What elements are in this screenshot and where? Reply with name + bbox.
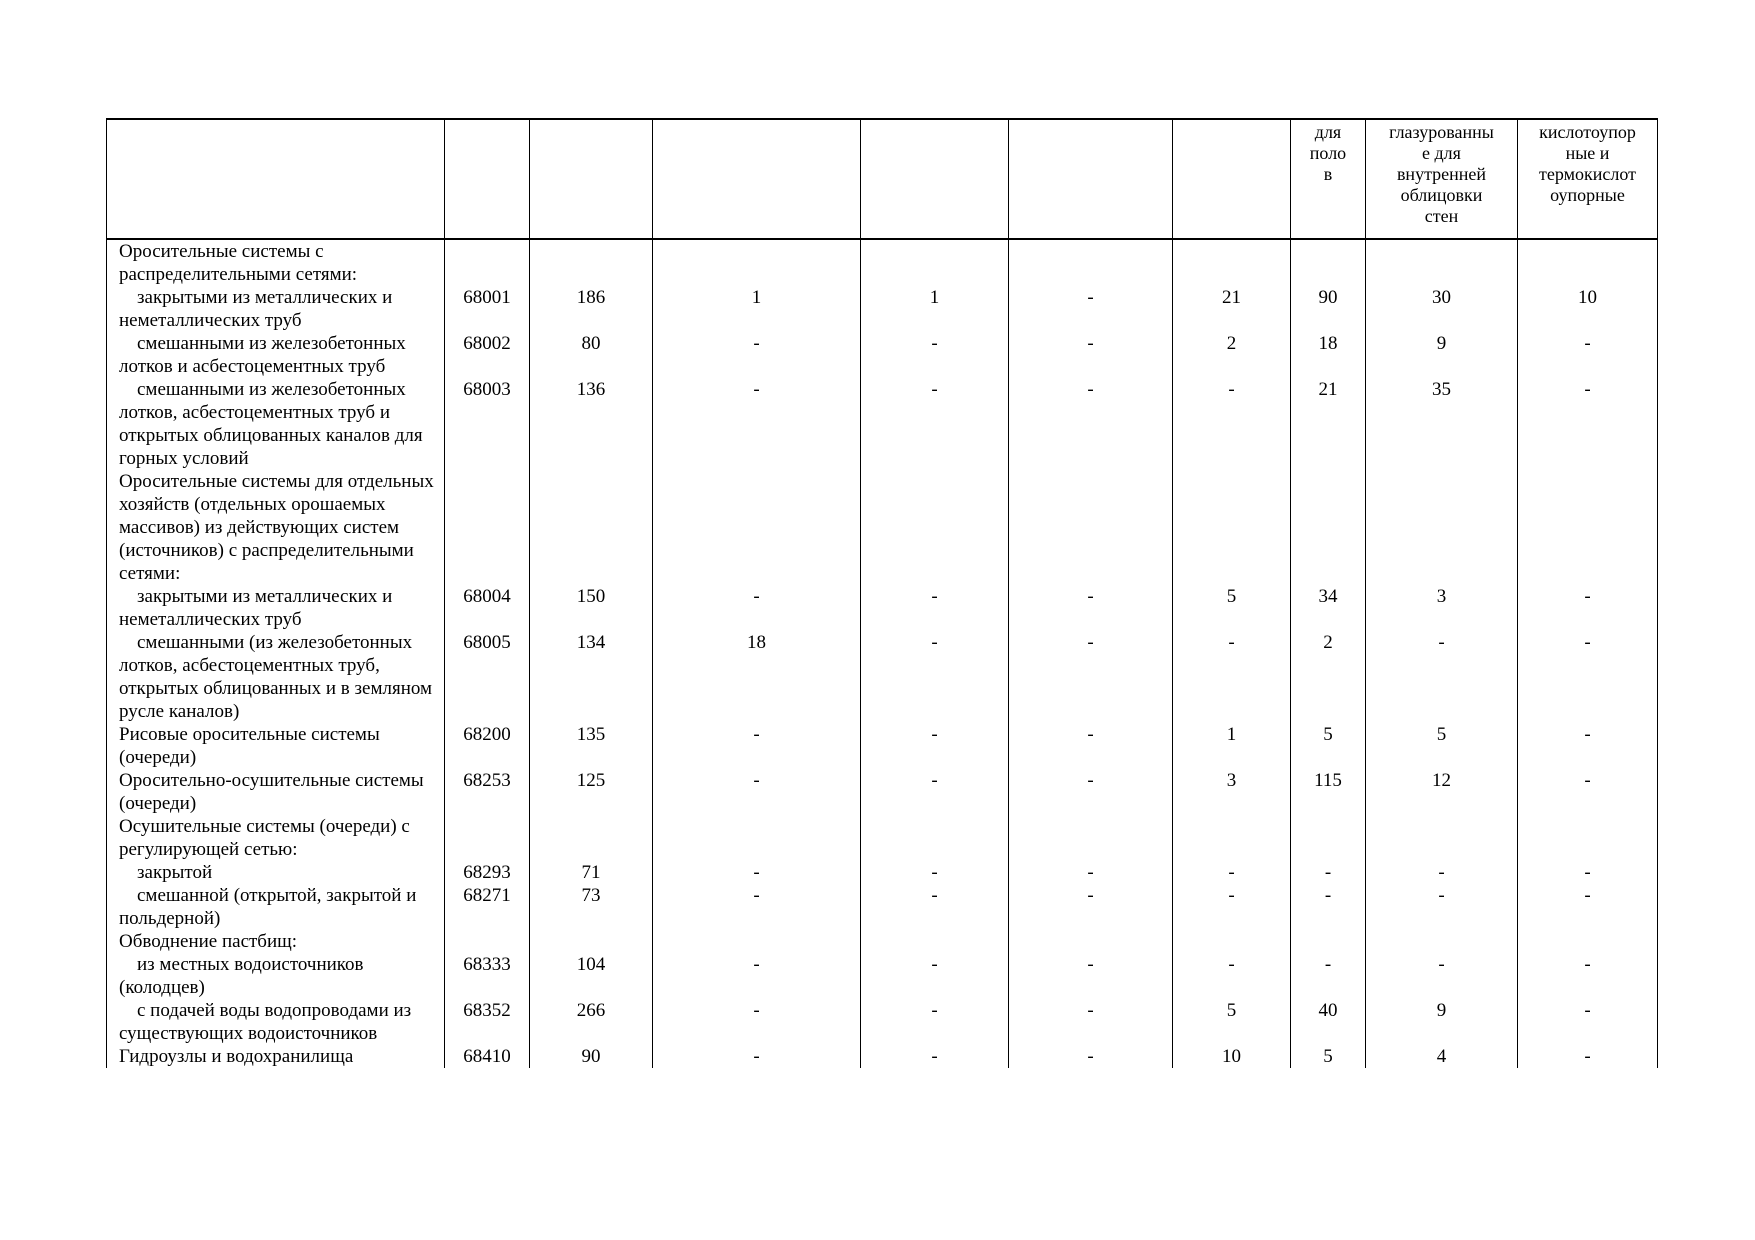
row-value-cell: 73	[530, 884, 653, 930]
row-value-cell: 135	[530, 723, 653, 769]
row-value-cell: -	[861, 884, 1009, 930]
row-value-cell	[1518, 815, 1658, 861]
row-code-cell	[445, 930, 530, 953]
row-name: Обводнение пастбищ:	[119, 931, 298, 952]
row-value-cell	[1366, 815, 1518, 861]
row-value-cell	[530, 470, 653, 585]
row-value-cell: -	[653, 723, 861, 769]
row-value-cell: 104	[530, 953, 653, 999]
row-name: Оросительные системы с распределительными сетями:	[119, 241, 358, 285]
row-name-cell	[107, 815, 445, 861]
row-value-cell: 115	[1291, 769, 1366, 815]
row-code-cell: 68410	[445, 1045, 530, 1068]
row-value-cell: 9	[1366, 999, 1518, 1045]
row-value-cell: 5	[1291, 723, 1366, 769]
row-value-cell: -	[1366, 631, 1518, 723]
row-name: из местных водоисточников (колодцев)	[119, 954, 364, 998]
header-cell-1	[445, 119, 530, 239]
row-value-cell	[1366, 930, 1518, 953]
row-value-cell: 1	[861, 286, 1009, 332]
row-value-cell	[530, 930, 653, 953]
row-value-cell: -	[1518, 723, 1658, 769]
row-value-cell	[1009, 930, 1173, 953]
row-code-cell	[445, 470, 530, 585]
row-name-cell	[107, 470, 445, 585]
row-value-cell: 134	[530, 631, 653, 723]
table-row	[107, 723, 1658, 769]
row-value-cell	[1366, 239, 1518, 286]
table-header-row	[107, 119, 1658, 239]
header-cell-2	[530, 119, 653, 239]
row-name-cell	[107, 286, 445, 332]
row-value-cell	[1291, 815, 1366, 861]
row-name: Оросительно-осушительные системы (очереди)	[119, 770, 424, 814]
row-value-cell: -	[1518, 585, 1658, 631]
row-value-cell: -	[1518, 631, 1658, 723]
row-value-cell: -	[1366, 861, 1518, 884]
row-value-cell	[653, 930, 861, 953]
row-value-cell: -	[653, 953, 861, 999]
row-value-cell: -	[1366, 953, 1518, 999]
row-code-cell: 68293	[445, 861, 530, 884]
row-value-cell	[1173, 470, 1291, 585]
row-value-cell: -	[653, 999, 861, 1045]
row-name: смешанными (из железобетонных лотков, асбестоцементных труб, открытых облицованных и в земляном русле каналов)	[119, 632, 433, 722]
row-value-cell: 3	[1366, 585, 1518, 631]
table-row	[107, 953, 1658, 999]
row-value-cell: -	[1291, 884, 1366, 930]
row-value-cell: -	[653, 332, 861, 378]
row-value-cell: 1	[653, 286, 861, 332]
row-code-cell: 68333	[445, 953, 530, 999]
row-name: смешанной (открытой, закрытой и польдерной)	[119, 885, 417, 929]
row-value-cell: -	[1009, 723, 1173, 769]
row-value-cell	[1009, 815, 1173, 861]
row-value-cell	[1518, 470, 1658, 585]
row-value-cell: -	[1291, 953, 1366, 999]
row-value-cell	[653, 470, 861, 585]
row-value-cell	[1291, 239, 1366, 286]
row-value-cell: -	[1009, 585, 1173, 631]
table-row	[107, 470, 1658, 585]
row-value-cell: -	[861, 378, 1009, 470]
row-value-cell: 90	[530, 1045, 653, 1068]
row-value-cell: -	[861, 769, 1009, 815]
row-value-cell: -	[1009, 884, 1173, 930]
row-name: Осушительные системы (очереди) с регулирующей сетью:	[119, 816, 410, 860]
row-name-cell	[107, 769, 445, 815]
row-value-cell: -	[1291, 861, 1366, 884]
header-cell-3	[653, 119, 861, 239]
row-code-cell: 68001	[445, 286, 530, 332]
row-name-cell	[107, 378, 445, 470]
header-cell-0	[107, 119, 445, 239]
row-value-cell: -	[1009, 999, 1173, 1045]
row-name-cell	[107, 930, 445, 953]
row-value-cell: 5	[1173, 585, 1291, 631]
row-value-cell	[861, 815, 1009, 861]
row-name-cell	[107, 884, 445, 930]
row-name-cell	[107, 239, 445, 286]
row-value-cell	[1291, 470, 1366, 585]
row-value-cell: 150	[530, 585, 653, 631]
row-name-cell	[107, 723, 445, 769]
row-name-cell	[107, 631, 445, 723]
row-value-cell: 125	[530, 769, 653, 815]
row-value-cell: 10	[1173, 1045, 1291, 1068]
table-row	[107, 631, 1658, 723]
table-row	[107, 815, 1658, 861]
row-value-cell: -	[1009, 332, 1173, 378]
row-code-cell	[445, 815, 530, 861]
row-name-cell	[107, 953, 445, 999]
row-value-cell: -	[1009, 631, 1173, 723]
row-value-cell: -	[1009, 953, 1173, 999]
row-value-cell: -	[1173, 378, 1291, 470]
row-value-cell	[1009, 470, 1173, 585]
header-cell-4	[861, 119, 1009, 239]
row-value-cell: -	[1518, 884, 1658, 930]
header-cell-5	[1009, 119, 1173, 239]
row-value-cell	[1009, 239, 1173, 286]
row-value-cell: -	[1173, 884, 1291, 930]
row-value-cell: 266	[530, 999, 653, 1045]
table-row	[107, 332, 1658, 378]
header-cell-6	[1173, 119, 1291, 239]
row-value-cell: -	[1009, 378, 1173, 470]
row-name: Гидроузлы и водохранилища	[119, 1046, 354, 1067]
row-value-cell	[530, 815, 653, 861]
row-code-cell: 68003	[445, 378, 530, 470]
row-value-cell: 21	[1173, 286, 1291, 332]
row-code-cell: 68271	[445, 884, 530, 930]
row-value-cell: -	[1173, 953, 1291, 999]
row-value-cell	[653, 815, 861, 861]
row-value-cell	[861, 239, 1009, 286]
row-value-cell: -	[1518, 999, 1658, 1045]
row-value-cell: -	[861, 585, 1009, 631]
row-value-cell: 40	[1291, 999, 1366, 1045]
row-value-cell: -	[1009, 861, 1173, 884]
row-value-cell: 186	[530, 286, 653, 332]
row-value-cell: 30	[1366, 286, 1518, 332]
row-value-cell: -	[653, 378, 861, 470]
row-value-cell: 34	[1291, 585, 1366, 631]
row-value-cell	[1173, 930, 1291, 953]
row-value-cell	[530, 239, 653, 286]
row-value-cell	[1173, 239, 1291, 286]
row-value-cell: -	[861, 332, 1009, 378]
row-value-cell: 5	[1291, 1045, 1366, 1068]
row-value-cell: 12	[1366, 769, 1518, 815]
row-value-cell: -	[1518, 953, 1658, 999]
row-value-cell: 2	[1173, 332, 1291, 378]
row-value-cell: 5	[1366, 723, 1518, 769]
header-cell-floors: для поло в	[1291, 119, 1366, 239]
row-value-cell: 90	[1291, 286, 1366, 332]
row-name-cell	[107, 861, 445, 884]
row-value-cell: 80	[530, 332, 653, 378]
row-value-cell: 35	[1366, 378, 1518, 470]
table-row	[107, 930, 1658, 953]
row-code-cell: 68200	[445, 723, 530, 769]
row-value-cell: -	[861, 953, 1009, 999]
row-value-cell: -	[1009, 286, 1173, 332]
row-code-cell	[445, 239, 530, 286]
table-row	[107, 585, 1658, 631]
row-value-cell: -	[1009, 1045, 1173, 1068]
row-name-cell	[107, 585, 445, 631]
row-value-cell: -	[861, 861, 1009, 884]
table-row	[107, 769, 1658, 815]
row-value-cell: -	[1518, 769, 1658, 815]
table-row	[107, 378, 1658, 470]
row-value-cell: -	[1518, 861, 1658, 884]
row-code-cell: 68352	[445, 999, 530, 1045]
row-name: смешанными из железобетонных лотков, асбестоцементных труб и открытых облицованных каналов для горных условий	[119, 379, 423, 469]
row-value-cell: -	[653, 585, 861, 631]
table-row	[107, 999, 1658, 1045]
row-value-cell: 3	[1173, 769, 1291, 815]
row-value-cell: -	[861, 631, 1009, 723]
row-value-cell	[1173, 815, 1291, 861]
row-value-cell: 18	[1291, 332, 1366, 378]
row-name: закрытой	[137, 862, 213, 883]
row-value-cell	[653, 239, 861, 286]
row-value-cell: 21	[1291, 378, 1366, 470]
row-name-cell	[107, 332, 445, 378]
row-code-cell: 68004	[445, 585, 530, 631]
row-value-cell: 9	[1366, 332, 1518, 378]
row-value-cell	[1518, 239, 1658, 286]
row-name: Рисовые оросительные системы (очереди)	[119, 724, 380, 768]
row-value-cell	[1518, 930, 1658, 953]
row-value-cell	[1291, 930, 1366, 953]
row-value-cell: 4	[1366, 1045, 1518, 1068]
row-value-cell: -	[653, 861, 861, 884]
row-value-cell: -	[653, 769, 861, 815]
row-name-cell	[107, 1045, 445, 1068]
row-value-cell: -	[1518, 332, 1658, 378]
row-name: Оросительные системы для отдельных хозяйств (отдельных орошаемых массивов) из действующих систем (источников) с распределительными сетями:	[119, 471, 434, 584]
row-name: с подачей воды водопроводами из существующих водоисточников	[119, 1000, 412, 1044]
row-value-cell: 18	[653, 631, 861, 723]
row-name: смешанными из железобетонных лотков и асбестоцементных труб	[119, 333, 406, 377]
row-name: закрытыми из металлических и неметаллических труб	[119, 586, 393, 630]
row-value-cell: 1	[1173, 723, 1291, 769]
table-row	[107, 884, 1658, 930]
row-value-cell: -	[861, 999, 1009, 1045]
row-value-cell: -	[861, 1045, 1009, 1068]
table-row	[107, 861, 1658, 884]
row-value-cell: 2	[1291, 631, 1366, 723]
materials-table	[106, 118, 1658, 1068]
row-value-cell: -	[861, 723, 1009, 769]
row-value-cell: -	[1518, 378, 1658, 470]
header-cell-acidproof: кислотоупор ные и термокислот оупорные	[1518, 119, 1658, 239]
row-code-cell: 68005	[445, 631, 530, 723]
row-code-cell: 68002	[445, 332, 530, 378]
row-name-cell	[107, 999, 445, 1045]
table-row	[107, 286, 1658, 332]
row-value-cell: -	[1518, 1045, 1658, 1068]
row-value-cell: -	[1173, 861, 1291, 884]
header-cell-glazed: глазурованны е для внутренней облицовки стен	[1366, 119, 1518, 239]
row-value-cell	[861, 470, 1009, 585]
row-value-cell: 136	[530, 378, 653, 470]
row-value-cell: -	[1366, 884, 1518, 930]
table-row	[107, 1045, 1658, 1068]
row-name: закрытыми из металлических и неметаллических труб	[119, 287, 393, 331]
row-value-cell: 10	[1518, 286, 1658, 332]
row-value-cell: -	[1009, 769, 1173, 815]
row-value-cell: 71	[530, 861, 653, 884]
row-code-cell: 68253	[445, 769, 530, 815]
row-value-cell: -	[653, 884, 861, 930]
row-value-cell: 5	[1173, 999, 1291, 1045]
row-value-cell	[1366, 470, 1518, 585]
row-value-cell	[861, 930, 1009, 953]
table-row	[107, 239, 1658, 286]
row-value-cell: -	[653, 1045, 861, 1068]
row-value-cell: -	[1173, 631, 1291, 723]
